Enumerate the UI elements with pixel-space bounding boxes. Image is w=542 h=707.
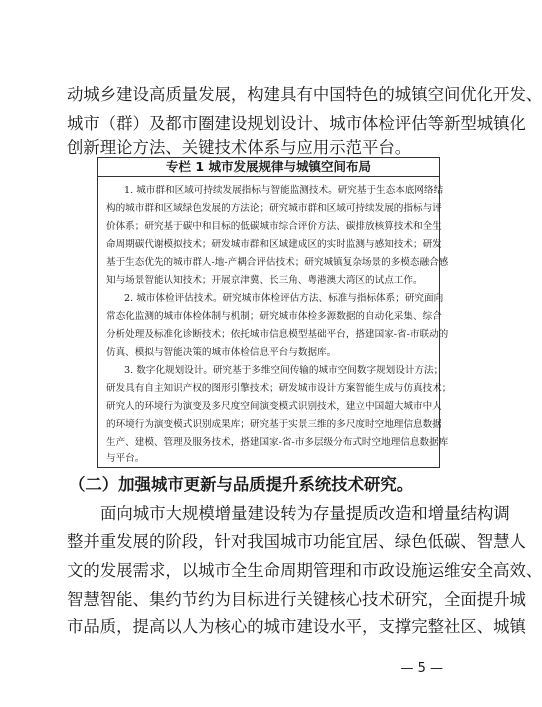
intro-line-1: 动城乡建设高质量发展，构建具有中国特色的城镇空间优化开发、 [67, 85, 542, 104]
body-line-2: 整并重发展的阶段，针对我国城市功能宜居、绿色低碳、智慧人 [67, 532, 526, 551]
box-line: 构的城市群和区域绿色发展的方法论；研究城市群和区域可持续发展的指标与评 [106, 203, 442, 214]
body-line-4: 智慧智能、集约节约为目标进行关键核心技术研究，全面提升城 [67, 590, 526, 609]
box-line: 基于生态优先的城市群人-地-产耦合评估技术；研究城镇复杂场景的多模态融合感 [106, 257, 449, 268]
section-heading: （二）加强城市更新与品质提升系统技术研究。 [69, 475, 414, 494]
intro-line-3: 创新理论方法、关键技术体系与应用示范平台。 [67, 138, 412, 157]
box-line: 研发具有自主知识产权的图形引擎技术；研发城市设计方案智能生成与仿真技术； [106, 383, 452, 394]
box-line: 1. 城市群和区域可持续发展指标与智能监测技术。研究基于生态本底网络结 [124, 185, 444, 196]
box-line: 生产、建模、管理及服务技术，搭建国家-省-市多层级分布式时空地理信息数据库 [106, 437, 449, 448]
box-line: 2. 城市体检评估技术。研究城市体检评估方法、标准与指标体系；研究面向 [124, 293, 444, 304]
box-line: 知与场景智能认知技术；开展京津冀、长三角、粤港澳大湾区的试点工作。 [106, 275, 423, 286]
page-number: — 5 — [400, 661, 443, 676]
box-line: 命周期碳代谢模拟技术；研发城市群和区域建成区的实时监测与感知技术；研发 [106, 239, 442, 250]
body-line-3: 文的发展需求，以城市全生命周期管理和市政设施运维安全高效、 [67, 561, 542, 580]
box-line: 仿真、模拟与智能决策的城市体检信息平台与数据库。 [106, 347, 337, 358]
box-line: 与平台。 [106, 453, 145, 464]
box-line: 常态化监测的城市体检体制与机制；研究城市体检多源数据的自动化采集、综合 [106, 311, 442, 322]
box-line: 的环境行为演变模式识别成果库；研究基于实景三维的多尺度时空地理信息数据 [106, 419, 442, 430]
intro-line-2: 城市（群）及都市圈建设规划设计、城市体检评估等新型城镇化 [67, 114, 526, 133]
column-box-title: 专栏 1 城市发展规律与城镇空间布局 [98, 158, 439, 177]
box-line: 分析处理及标准化诊断技术；依托城市信息模型基础平台，搭建国家-省-市联动的 [106, 329, 449, 340]
box-line: 3. 数字化规划设计。研究基于多维空间传输的城市空间数字规划设计方法； [124, 365, 444, 376]
body-line-5: 市品质，提高以人为核心的城市建设水平，支撑完整社区、城镇 [67, 617, 526, 636]
box-line: 研究人的环境行为演变及多尺度空间演变模式识别技术，建立中国超大城市中人 [106, 401, 442, 412]
body-line-1: 面向城市大规模增量建设转为存量提质改造和增量结构调 [100, 504, 510, 523]
box-line: 价体系；研究基于碳中和目标的低碳城市综合评价方法、碳排放核算技术和全生 [106, 221, 442, 232]
column-box [97, 157, 452, 468]
